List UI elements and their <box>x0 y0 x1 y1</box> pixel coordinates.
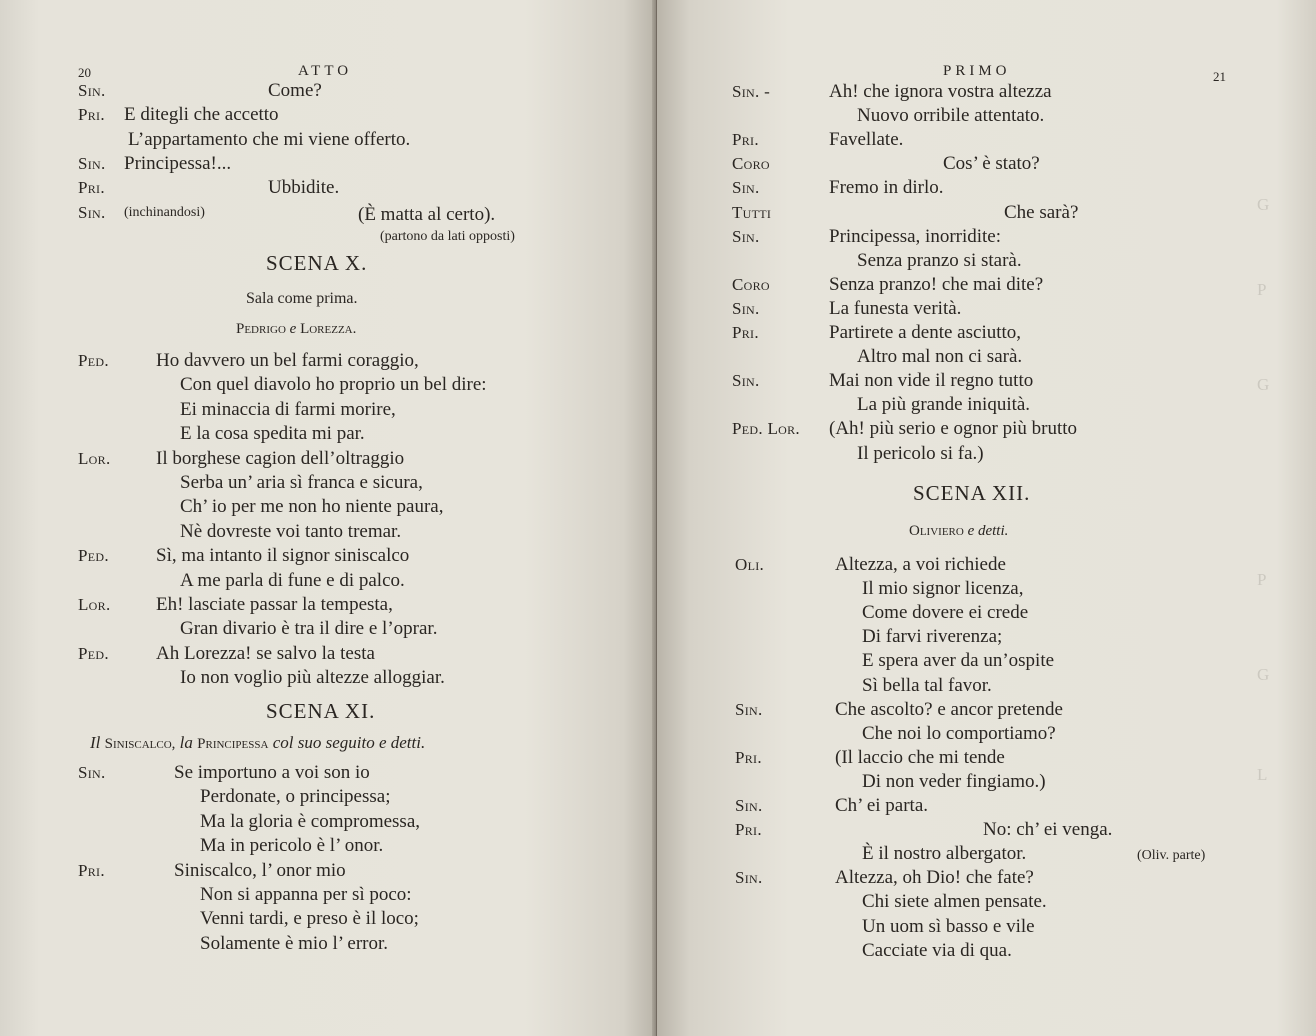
bleed-through-mark: G <box>1257 665 1270 684</box>
speaker: Sin. <box>732 178 760 198</box>
verse-line: Ei minaccia di farmi morire, <box>180 398 396 420</box>
verse-line: Serba un’ aria sì franca e sicura, <box>180 472 423 493</box>
speaker: Sin. <box>735 699 763 719</box>
verse-line: (È matta al certo). <box>358 204 496 225</box>
verse-line: Ah Lorezza! se salvo la testa <box>156 642 375 664</box>
running-head: ATTO <box>298 63 353 79</box>
scene-title: SCENA X. <box>266 251 368 275</box>
verse-line: Il borghese cagion dell’oltraggio <box>156 447 405 469</box>
running-head: PRIMO <box>943 63 1011 79</box>
verse-line: E spera aver da un’ospite <box>862 650 1055 672</box>
speaker: Sin. - <box>732 82 771 101</box>
speaker: Tutti <box>732 202 772 222</box>
verse-line: Altro mal non ci sarà. <box>857 346 1023 368</box>
speaker: Sin. <box>732 298 760 318</box>
verse-line: Come dovere ei crede <box>862 602 1029 624</box>
right-page <box>657 0 1316 1036</box>
speaker: Ped. <box>78 546 109 566</box>
speaker: Pri. <box>735 820 762 840</box>
speaker: Pri. <box>735 747 762 767</box>
verse-line: Come? <box>268 80 322 101</box>
verse-line: La funesta verità. <box>829 297 962 319</box>
stage-direction: (inchinandosi) <box>124 205 205 220</box>
verse-line: Ah! che ignora vostra altezza <box>829 81 1052 102</box>
verse-line: Partirete a dente asciutto, <box>829 322 1022 343</box>
speaker: Lor. <box>78 448 111 468</box>
verse-line: Che noi lo comportiamo? <box>862 722 1056 744</box>
speaker: Pri. <box>78 178 105 197</box>
verse-line: Il mio signor licenza, <box>862 578 1024 600</box>
verse-line: È il nostro albergator. <box>862 843 1027 865</box>
scene-setting: Sala come prima. <box>246 290 358 307</box>
bleed-through-mark: P <box>1257 280 1267 299</box>
verse-line: Che ascolto? e ancor pretende <box>835 698 1063 720</box>
speaker: Pri. <box>78 105 105 124</box>
verse-line: Fremo in dirlo. <box>829 177 944 199</box>
speaker: Sin. <box>78 81 106 100</box>
speaker: Pri. <box>732 130 759 150</box>
speaker: Ped. <box>78 643 109 663</box>
verse-line: Principessa!... <box>124 153 232 174</box>
verse-line: E la cosa spedita mi par. <box>180 423 365 445</box>
verse-line: Non si appanna per sì poco: <box>200 884 412 905</box>
scene-title: SCENA XII. <box>913 481 1031 505</box>
verse-line: A me parla di fune e di palco. <box>180 569 405 591</box>
verse-line: Di non veder fingiamo.) <box>862 770 1046 792</box>
speaker: Oli. <box>735 555 765 574</box>
verse-line: Chi siete almen pensate. <box>862 891 1047 913</box>
scene-characters: Il Siniscalco, la Principessa col suo seguito e detti. <box>90 733 426 752</box>
verse-line: Ma la gloria è compromessa, <box>200 810 421 832</box>
scene-title: SCENA XI. <box>266 699 376 723</box>
verse-line: Sì, ma intanto il signor siniscalco <box>156 545 410 567</box>
speaker: Sin. <box>732 371 760 391</box>
verse-line: Cacciate via di qua. <box>862 939 1012 961</box>
verse-line: Io non voglio più altezze alloggiar. <box>180 667 445 689</box>
verse-line: Che sarà? <box>1004 201 1079 223</box>
stage-direction: (Oliv. parte) <box>1137 848 1206 864</box>
verse-line: No: ch’ ei venga. <box>983 819 1113 841</box>
stage-direction: (partono da lati opposti) <box>380 229 515 244</box>
speaker: Sin. <box>735 868 763 888</box>
speaker: Sin. <box>735 796 763 815</box>
verse-line: Solamente è mio l’ error. <box>200 932 389 954</box>
verse-line: Siniscalco, l’ onor mio <box>174 859 346 881</box>
verse-line: Altezza, a voi richiede <box>835 554 1006 575</box>
speaker: Ped. <box>78 351 109 370</box>
verse-line: Di farvi riverenza; <box>862 626 1003 648</box>
verse-line: Mai non vide il regno tutto <box>829 370 1034 392</box>
verse-line: Se importuno a voi son io <box>174 762 370 783</box>
verse-line: Senza pranzo! che mai dite? <box>829 273 1044 295</box>
verse-line: Altezza, oh Dio! che fate? <box>835 867 1034 889</box>
bleed-through-mark: L <box>1257 765 1268 784</box>
verse-line: Favellate. <box>829 129 904 151</box>
speaker: Ped. Lor. <box>732 419 800 439</box>
bleed-through-mark: P <box>1257 570 1267 589</box>
bleed-through-mark: G <box>1257 375 1270 394</box>
bleed-through-mark: G <box>1257 195 1270 214</box>
verse-line: Sì bella tal favor. <box>862 674 992 696</box>
verse-line: Perdonate, o principessa; <box>200 786 391 808</box>
page-number: 21 <box>1213 69 1226 84</box>
speaker: Sin. <box>78 763 106 782</box>
speaker: Pri. <box>732 323 759 342</box>
scene-characters: Oliviero e detti. <box>909 523 1009 539</box>
verse-line: Eh! lasciate passar la tempesta, <box>156 594 393 615</box>
verse-line: Venni tardi, e preso è il loco; <box>200 908 419 930</box>
verse-line: Ch’ io per me non ho niente paura, <box>180 496 444 518</box>
speaker: Pri. <box>78 860 105 880</box>
verse-line: La più grande iniquità. <box>857 394 1031 416</box>
verse-line: Cos’ è stato? <box>943 153 1040 175</box>
verse-line: (Il laccio che mi tende <box>835 746 1005 768</box>
verse-line: E ditegli che accetto <box>124 104 279 125</box>
page-number: 20 <box>78 65 91 80</box>
verse-line: Principessa, inorridite: <box>829 225 1002 247</box>
speaker: Coro <box>732 154 770 174</box>
speaker: Lor. <box>78 595 111 614</box>
verse-line: Un uom sì basso e vile <box>862 915 1035 937</box>
verse-line: Nè dovreste voi tanto tremar. <box>180 520 402 542</box>
verse-line: Ubbidite. <box>268 177 340 198</box>
scene-characters: Pedrigo e Lorezza. <box>236 321 357 337</box>
verse-line: Il pericolo si fa.) <box>857 442 984 464</box>
speaker: Coro <box>732 274 770 294</box>
verse-line: Ma in pericolo è l’ onor. <box>200 835 384 857</box>
speaker: Sin. <box>78 154 106 173</box>
verse-line: Senza pranzo si starà. <box>857 249 1022 271</box>
verse-line: Ho davvero un bel farmi coraggio, <box>156 350 419 371</box>
verse-line: (Ah! più serio e ognor più brutto <box>829 418 1078 440</box>
left-page <box>0 0 657 1036</box>
verse-line: L’appartamento che mi viene offerto. <box>128 129 411 150</box>
verse-line: Ch’ ei parta. <box>835 795 929 816</box>
speaker: Sin. <box>78 203 106 222</box>
verse-line: Con quel diavolo ho proprio un bel dire: <box>180 374 487 396</box>
verse-line: Nuovo orribile attentato. <box>857 105 1045 127</box>
verse-line: Gran divario è tra il dire e l’oprar. <box>180 618 438 640</box>
speaker: Sin. <box>732 226 760 246</box>
